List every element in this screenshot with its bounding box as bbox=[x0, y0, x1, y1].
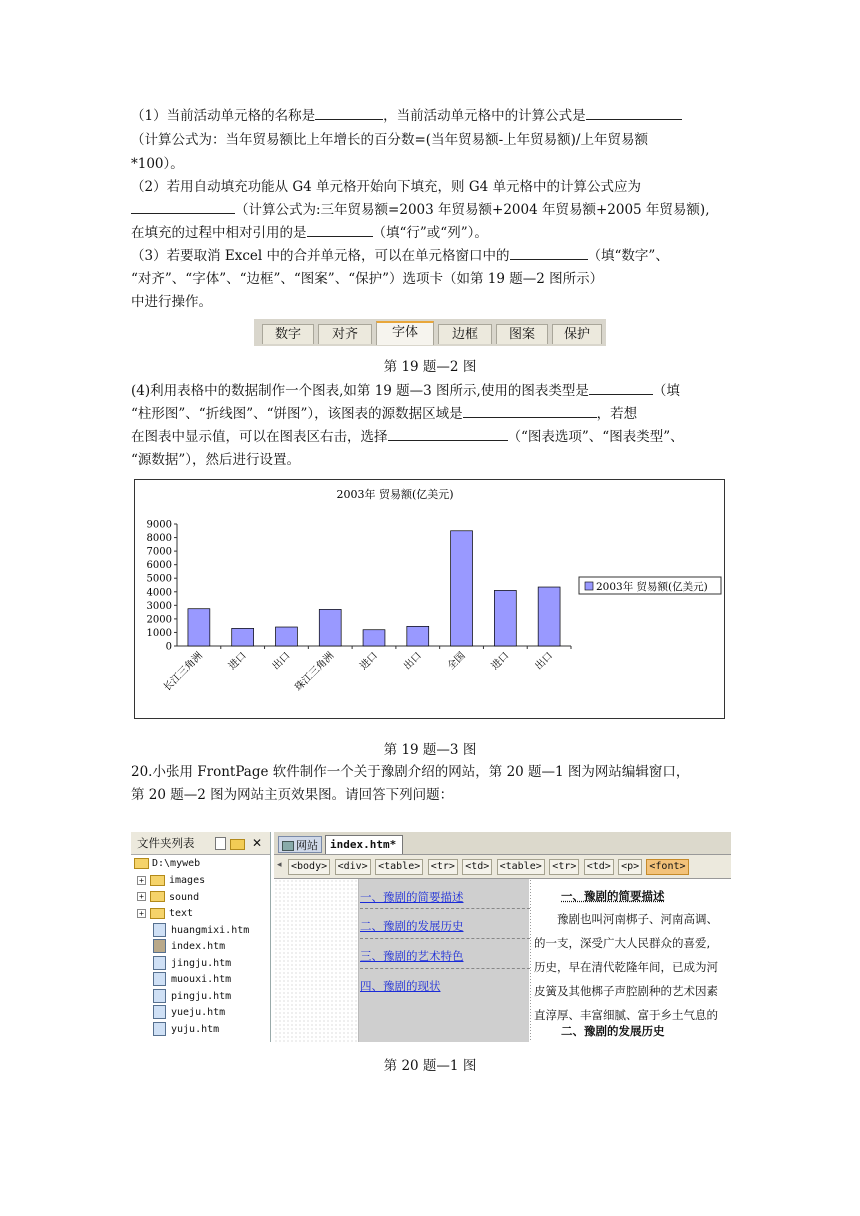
file-item[interactable] bbox=[153, 923, 249, 939]
q19-p1-line1 bbox=[131, 105, 731, 127]
bar bbox=[232, 628, 254, 646]
bar bbox=[363, 630, 385, 646]
figure-caption-19-3: 第 19 题—3 图 bbox=[383, 742, 477, 758]
expand-plus-icon[interactable]: + bbox=[137, 876, 146, 885]
nav-link-3[interactable]: 三、豫剧的艺术特色 bbox=[360, 949, 464, 963]
file-name: index.htm bbox=[171, 941, 226, 952]
quick-tag[interactable]: <tr> bbox=[428, 859, 458, 875]
bar bbox=[276, 627, 298, 646]
tab-number[interactable]: 数字 bbox=[262, 324, 314, 344]
q20-line2: 第 20 题—2 图为网站主页效果图。请回答下列问题： bbox=[131, 787, 454, 803]
x-tick-label: 出口 bbox=[270, 650, 293, 673]
folder-item-images[interactable] bbox=[137, 873, 205, 889]
tab-site[interactable]: 网站 bbox=[278, 836, 322, 853]
nav-separators bbox=[360, 938, 530, 940]
text: ，若想 bbox=[596, 406, 638, 422]
quick-tag[interactable]: <td> bbox=[462, 859, 492, 875]
tab-alignment[interactable]: 对齐 bbox=[318, 324, 372, 344]
answer-blank bbox=[131, 199, 235, 214]
folder-list-header bbox=[131, 832, 270, 855]
legend-label: 2003年 贸易额(亿美元) bbox=[596, 581, 708, 593]
q20-line1: 20.小张用 FrontPage 软件制作一个关于豫剧介绍的网站，第 20 题—1 图为网站编辑窗口， bbox=[131, 764, 690, 780]
answer-blank bbox=[388, 426, 508, 441]
folder-list-title: 文件夹列表 bbox=[137, 836, 195, 850]
folder-list-panel bbox=[131, 832, 271, 1042]
expand-plus-icon[interactable]: + bbox=[137, 892, 146, 901]
folder-open-icon bbox=[134, 858, 149, 869]
text: （填 bbox=[652, 383, 680, 399]
nav-link-4[interactable]: 四、豫剧的现状 bbox=[360, 979, 441, 993]
content-line-2: 的一支，深受广大人民群众的喜爱, bbox=[534, 936, 711, 950]
chart-legend bbox=[579, 577, 721, 594]
text: “柱形图”、“折线图”、“饼图”），该图表的源数据区域是 bbox=[131, 406, 463, 422]
y-tick-label: 0 bbox=[165, 641, 172, 653]
answer-blank bbox=[315, 105, 383, 120]
file-item[interactable] bbox=[153, 972, 231, 988]
content-line-5: 直淳厚、丰富细腻、富于乡土气息的 bbox=[534, 1008, 718, 1022]
tab-font[interactable]: 字体 bbox=[376, 321, 434, 345]
bar bbox=[188, 609, 210, 646]
y-tick-label: 5000 bbox=[146, 573, 172, 585]
quick-tag[interactable]: <body> bbox=[288, 859, 330, 875]
quick-tag[interactable]: <p> bbox=[618, 859, 642, 875]
answer-blank bbox=[510, 245, 588, 260]
tab-border[interactable]: 边框 bbox=[438, 324, 492, 344]
file-name: pingju.htm bbox=[171, 990, 232, 1002]
bar-chart bbox=[135, 480, 723, 717]
html-file-icon bbox=[153, 923, 166, 937]
q19-p4-line4: “源数据”），然后进行设置。 bbox=[131, 452, 301, 468]
bar bbox=[494, 590, 516, 646]
figure-caption-19-2: 第 19 题—2 图 bbox=[383, 359, 477, 375]
tab-protection[interactable]: 保护 bbox=[552, 324, 602, 344]
text: （1）当前活动单元格的名称是 bbox=[131, 108, 316, 124]
new-page-icon[interactable] bbox=[215, 837, 226, 850]
format-cells-tabs bbox=[254, 318, 606, 346]
y-tick-label: 2000 bbox=[146, 614, 172, 626]
answer-blank bbox=[589, 380, 653, 395]
folder-item-text[interactable] bbox=[137, 906, 193, 922]
x-tick-label: 珠江三角洲 bbox=[293, 650, 337, 694]
y-tick-label: 9000 bbox=[146, 519, 172, 531]
nav-link-2[interactable]: 二、豫剧的发展历史 bbox=[360, 919, 464, 933]
folder-item-sound[interactable] bbox=[137, 890, 199, 906]
y-tick-label: 1000 bbox=[146, 627, 172, 639]
text: 在图表中显示值，可以在图表区右击，选择 bbox=[131, 429, 388, 445]
figure-caption-20-1: 第 20 题—1 图 bbox=[383, 1058, 477, 1074]
quick-tag-selector bbox=[274, 855, 731, 879]
html-file-icon bbox=[153, 972, 166, 986]
y-tick-label: 4000 bbox=[146, 587, 172, 599]
text: （计算公式为:三年贸易额=2003 年贸易额+2004 年贸易额+2005 年贸易额), bbox=[235, 202, 710, 218]
bar bbox=[319, 609, 341, 646]
quick-tag[interactable]: <table> bbox=[497, 859, 545, 875]
file-item[interactable] bbox=[153, 939, 225, 955]
file-item[interactable] bbox=[153, 956, 231, 972]
new-folder-icon[interactable] bbox=[230, 839, 245, 850]
chart-title: 2003年 贸易额(亿美元) bbox=[336, 488, 454, 501]
q19-p2-line3 bbox=[131, 222, 731, 244]
q19-p2-line1: （2）若用自动填充功能从 G4 单元格开始向下填充，则 G4 单元格中的计算公式应为 bbox=[131, 179, 641, 195]
text: (4)利用表格中的数据制作一个图表,如第 19 题—3 图所示,使用的图表类型是 bbox=[131, 383, 589, 399]
nav-separators bbox=[360, 908, 530, 910]
x-tick-label: 出口 bbox=[533, 650, 556, 673]
file-item[interactable] bbox=[153, 1022, 219, 1038]
home-page-icon bbox=[153, 939, 166, 953]
text: （填“数字”、 bbox=[587, 248, 669, 264]
text: （填“行”或“列”）。 bbox=[372, 225, 488, 241]
x-tick-label: 进口 bbox=[358, 650, 381, 673]
editor-tabbar bbox=[274, 832, 731, 855]
y-tick-label: 8000 bbox=[146, 533, 172, 545]
text: 在填充的过程中相对引用的是 bbox=[131, 225, 307, 241]
answer-blank bbox=[307, 222, 373, 237]
bar-chart-frame bbox=[134, 479, 725, 719]
text: ，当前活动单元格中的计算公式是 bbox=[383, 108, 586, 124]
quick-tag[interactable]: <table> bbox=[375, 859, 423, 875]
x-tick-label: 进口 bbox=[226, 650, 249, 673]
quick-tag[interactable]: <div> bbox=[335, 859, 371, 875]
folder-name: sound bbox=[169, 891, 200, 903]
q19-p3-line2: “对齐”、“字体”、“边框”、“图案”、“保护”）选项卡（如第 19 题—2 图所示） bbox=[131, 271, 604, 287]
q19-p2-line2 bbox=[131, 199, 731, 221]
x-tick-label: 进口 bbox=[489, 650, 512, 673]
scroll-left-icon[interactable]: ◂ bbox=[277, 860, 282, 870]
content-line-1: 豫剧也叫河南梆子、河南高调、 bbox=[557, 912, 718, 926]
q19-p3-line1 bbox=[131, 245, 731, 267]
html-file-icon bbox=[153, 989, 166, 1003]
file-item[interactable] bbox=[153, 1005, 225, 1021]
bar bbox=[538, 587, 560, 646]
file-name: muouxi.htm bbox=[171, 974, 232, 985]
quick-tag[interactable]: <font> bbox=[646, 859, 688, 875]
site-icon bbox=[282, 841, 294, 851]
content-line-4: 皮簧及其他梆子声腔剧种的艺术因素 bbox=[534, 984, 718, 998]
text: （“图表选项”、“图表类型”、 bbox=[507, 429, 684, 445]
close-icon[interactable]: ✕ bbox=[252, 836, 263, 850]
x-tick-label: 长江三角洲 bbox=[161, 650, 206, 694]
file-name: yuju.htm bbox=[171, 1023, 220, 1035]
file-name: yueju.htm bbox=[171, 1007, 226, 1018]
html-file-icon bbox=[153, 956, 166, 970]
nav-link-1[interactable]: 一、豫剧的简要描述 bbox=[360, 890, 464, 904]
y-tick-label: 3000 bbox=[146, 600, 172, 612]
quick-tag[interactable]: <tr> bbox=[549, 859, 579, 875]
folder-icon bbox=[150, 908, 165, 919]
html-file-icon bbox=[153, 1022, 166, 1036]
folder-name: images bbox=[169, 875, 206, 886]
x-tick-label: 全国 bbox=[445, 650, 468, 673]
q19-p3-line3: 中进行操作。 bbox=[131, 294, 212, 310]
q19-p4-line2 bbox=[131, 403, 731, 425]
q19-p1-line2: （计算公式为：当年贸易额比上年增长的百分数=(当年贸易额-上年贸易额)/上年贸易额 bbox=[131, 132, 648, 148]
y-tick-label: 7000 bbox=[146, 546, 172, 558]
q19-p4-line3 bbox=[131, 426, 731, 448]
content-heading-2: 二、豫剧的发展历史 bbox=[561, 1024, 665, 1038]
text: （3）若要取消 Excel 中的合并单元格，可以在单元格窗口中的 bbox=[131, 248, 510, 264]
content-line-3: 历史，早在清代乾隆年间，已成为河 bbox=[534, 960, 718, 974]
frontpage-editor-window bbox=[131, 832, 731, 1042]
tab-pattern[interactable]: 图案 bbox=[496, 324, 548, 344]
bar bbox=[451, 531, 473, 646]
root-folder[interactable]: D:\myweb bbox=[134, 856, 200, 872]
file-name: huangmixi.htm bbox=[171, 924, 250, 936]
tab-index-htm[interactable]: index.htm* bbox=[325, 835, 403, 854]
q19-p1-line3: *100）。 bbox=[131, 156, 184, 172]
q19-p4-line1 bbox=[131, 380, 731, 402]
quick-tag[interactable]: <td> bbox=[584, 859, 614, 875]
html-file-icon bbox=[153, 1005, 166, 1019]
content-heading-1: 一、豫剧的简要描述 bbox=[561, 889, 665, 903]
left-dotted-cell bbox=[274, 879, 359, 1042]
answer-blank bbox=[463, 403, 597, 418]
folder-name: text bbox=[169, 908, 194, 919]
file-name: jingju.htm bbox=[171, 957, 232, 969]
folder-icon bbox=[150, 891, 165, 902]
nav-separators bbox=[360, 968, 530, 970]
y-tick-label: 6000 bbox=[146, 560, 172, 572]
answer-blank bbox=[586, 105, 682, 120]
expand-plus-icon[interactable]: + bbox=[137, 909, 146, 918]
file-item[interactable] bbox=[153, 989, 231, 1005]
x-tick-label: 出口 bbox=[401, 650, 424, 673]
folder-icon bbox=[150, 875, 165, 886]
bar bbox=[407, 626, 429, 646]
